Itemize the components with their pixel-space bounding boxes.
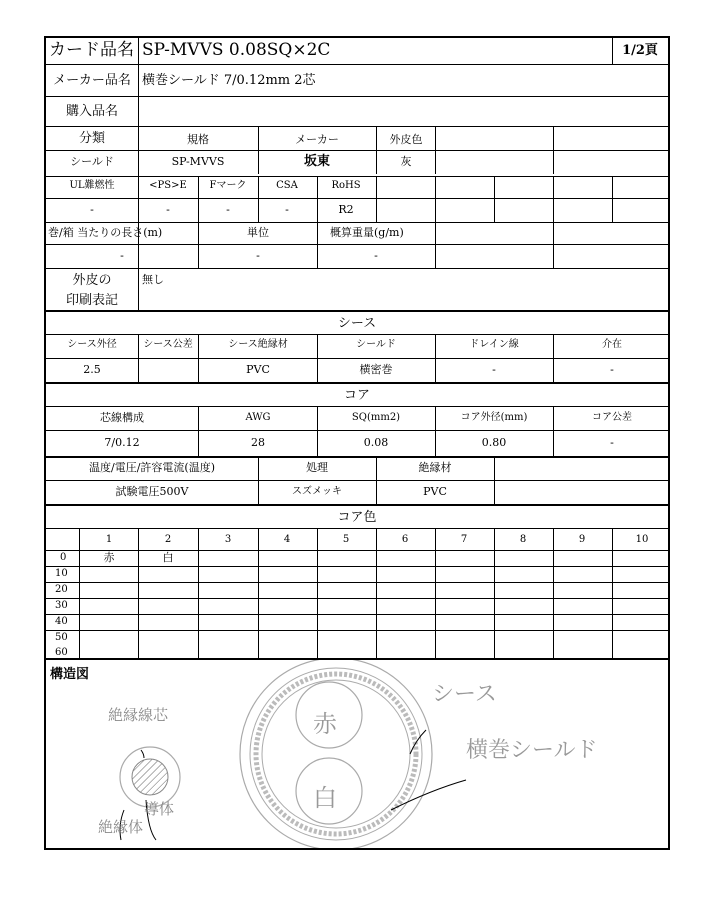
color-row-20: 20 xyxy=(55,584,68,595)
color-col-8: 8 xyxy=(519,534,527,545)
insulation-header: 絶縁材 xyxy=(418,461,452,474)
spec-value: SP-MVVS xyxy=(171,155,225,168)
classification-value: シールド xyxy=(70,155,114,168)
cert-value-rohs: R2 xyxy=(338,203,354,216)
color-row-10: 10 xyxy=(55,568,68,579)
diagram-label-shield: 横巻シールド xyxy=(466,738,598,763)
weight-value: - xyxy=(374,249,378,262)
sheath-value-filler: - xyxy=(610,363,614,376)
diagram-title: 構造図 xyxy=(50,667,90,682)
print-label-line1: 外皮の xyxy=(72,273,112,288)
color-col-5: 5 xyxy=(342,534,350,545)
maker-header: メーカー xyxy=(295,133,339,146)
core-header-tol: コア公差 xyxy=(592,412,632,423)
cert-header-ul: UL難燃性 xyxy=(69,180,115,191)
leader-core xyxy=(141,750,144,758)
cert-header-pse: <PS>E xyxy=(149,180,187,191)
core-value-od: 0.80 xyxy=(481,436,507,449)
sheath-value-shield: 横密巻 xyxy=(359,363,393,376)
core-color-title: コア色 xyxy=(337,510,377,525)
core-color-2: 白 xyxy=(162,551,174,564)
diagram-label-sheath: シース xyxy=(432,682,497,707)
unit-header: 単位 xyxy=(247,226,269,239)
maker-name-value: 横巻シールド 7/0.12mm 2芯 xyxy=(142,73,316,88)
treatment-header: 処理 xyxy=(306,461,328,474)
color-row-60: 60 xyxy=(55,647,68,658)
length-value: - xyxy=(120,249,124,262)
core-color-1: 赤 xyxy=(103,551,115,564)
sheath-title: シース xyxy=(337,316,377,331)
rating-header: 温度/電圧/許容電流(温度) xyxy=(89,461,215,474)
sheath-header-ins: シース絶縁材 xyxy=(228,339,288,350)
cert-header-csa: CSA xyxy=(276,180,298,191)
sheath-value-od: 2.5 xyxy=(83,363,101,376)
cert-value-csa: - xyxy=(285,203,289,216)
unit-value: - xyxy=(256,249,260,262)
color-value: 灰 xyxy=(400,155,412,168)
core-header-sq: SQ(mm2) xyxy=(351,412,401,423)
color-col-4: 4 xyxy=(283,534,291,545)
sheath-outer-ring xyxy=(240,660,432,848)
diagram-core-red: 赤 xyxy=(313,710,337,738)
core-title: コア xyxy=(343,388,371,403)
color-col-6: 6 xyxy=(401,534,409,545)
core-value-awg: 28 xyxy=(251,436,265,449)
sheath-header-shield: シールド xyxy=(356,339,396,350)
diagram-label-conductor: 導体 xyxy=(144,800,175,818)
core-header-awg: AWG xyxy=(245,412,271,423)
core-value-sq: 0.08 xyxy=(363,436,389,449)
rating-value: 試験電圧500V xyxy=(115,485,189,498)
cert-header-rohs: RoHS xyxy=(331,180,361,191)
color-col-1: 1 xyxy=(105,534,113,545)
sheath-header-drain: ドレイン線 xyxy=(469,339,519,350)
core-value-strand: 7/0.12 xyxy=(104,436,140,449)
color-row-50: 50 xyxy=(55,632,68,643)
color-col-2: 2 xyxy=(164,534,172,545)
color-col-3: 3 xyxy=(224,534,232,545)
maker-name-label: メーカー品名 xyxy=(53,73,131,88)
classification-header: 分類 xyxy=(78,131,106,146)
color-col-10: 10 xyxy=(635,534,649,545)
purchase-name-label: 購入品名 xyxy=(65,104,119,119)
color-row-30: 30 xyxy=(55,600,68,611)
sheath-value-ins: PVC xyxy=(246,363,270,376)
page-number: 1/2頁 xyxy=(622,43,658,58)
length-header: 巻/箱 当たりの長さ(m) xyxy=(48,226,163,239)
card-name-value: SP-MVVS 0.08SQ×2C xyxy=(142,40,331,60)
weight-header: 概算重量(g/m) xyxy=(330,226,404,239)
diagram-core-white: 白 xyxy=(313,784,337,812)
leader-shield xyxy=(391,780,466,810)
conductor-hatched xyxy=(132,759,168,795)
core-header-strand: 芯線構成 xyxy=(100,411,144,424)
color-header: 外皮色 xyxy=(389,133,423,146)
sheath-value-drain: - xyxy=(492,363,496,376)
cert-header-fmark: Fマーク xyxy=(209,180,247,191)
print-value: 無し xyxy=(142,273,164,286)
sheath-header-od: シース外径 xyxy=(67,339,117,350)
spec-sheet xyxy=(44,36,670,850)
color-col-7: 7 xyxy=(460,534,468,545)
cert-value-ul: - xyxy=(90,203,94,216)
diagram-label-insulator: 絶縁体 xyxy=(98,818,144,836)
treatment-value: スズメッキ xyxy=(292,486,342,497)
color-row-40: 40 xyxy=(55,616,68,627)
color-col-9: 9 xyxy=(578,534,586,545)
color-row-0: 0 xyxy=(60,552,67,563)
diagram-label-core: 絶縁線芯 xyxy=(108,706,169,724)
print-label-line2: 印刷表記 xyxy=(65,293,119,308)
cert-value-fmark: - xyxy=(226,203,230,216)
insulation-value: PVC xyxy=(423,485,447,498)
core-header-od: コア外径(mm) xyxy=(460,412,528,423)
sheath-header-tol: シース公差 xyxy=(143,339,193,350)
core-value-tol: - xyxy=(610,436,614,449)
maker-value: 坂東 xyxy=(303,154,331,169)
sheath-inner-ring xyxy=(250,668,422,840)
card-name-label: カード品名 xyxy=(49,40,134,60)
spec-header: 規格 xyxy=(187,133,209,146)
sheath-header-filler: 介在 xyxy=(602,339,622,350)
cert-value-pse: - xyxy=(166,203,170,216)
